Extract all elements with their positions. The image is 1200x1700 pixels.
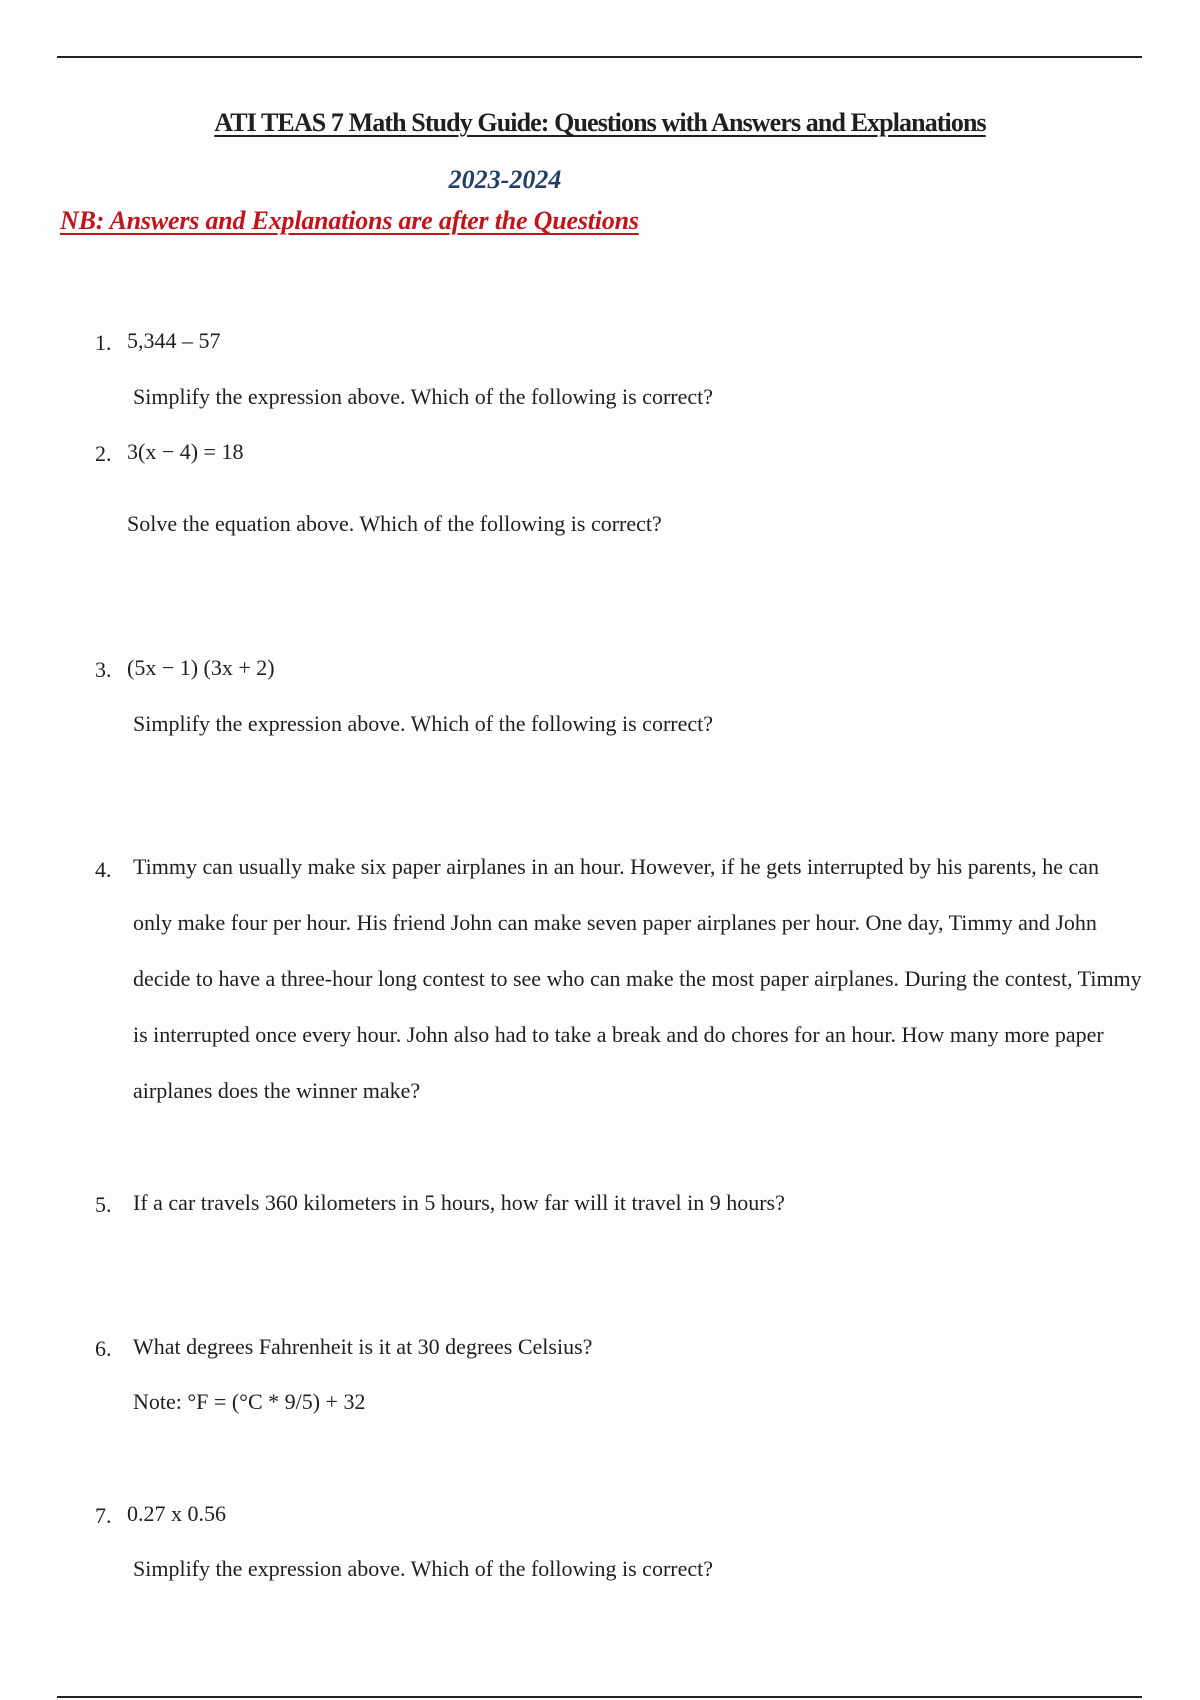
bottom-rule	[57, 1696, 1142, 1698]
question-3-instruction: Simplify the expression above. Which of the following is correct?	[133, 711, 714, 736]
question-1-instruction: Simplify the expression above. Which of the following is correct?	[133, 384, 714, 409]
question-2-instruction: Solve the equation above. Which of the following is correct?	[127, 511, 662, 536]
question-1-number: 1.	[95, 330, 112, 355]
question-3-number: 3.	[95, 657, 112, 682]
question-6-number: 6.	[95, 1336, 112, 1361]
question-5-text: If a car travels 360 kilometers in 5 hours, how far will it travel in 9 hours?	[133, 1190, 785, 1215]
question-6-text: What degrees Fahrenheit is it at 30 degrees Celsius?	[133, 1334, 593, 1359]
question-7-number: 7.	[95, 1503, 112, 1528]
question-5-number: 5.	[95, 1192, 112, 1217]
question-2-expression: 3(x − 4) = 18	[127, 439, 244, 464]
top-rule	[57, 56, 1142, 58]
question-4-text: Timmy can usually make six paper airplanes in an hour. However, if he gets interrupted by his parents, he can only make four per hour. His friend John can make seven paper airplanes per hour. One day, Timmy and John decide to have a three-hour long contest to see who can make the most paper airplanes. During the contest, Timmy is interrupted once every hour. John also had to take a break and do chores for an hour. How many more paper airplanes does the winner make?	[133, 854, 1142, 1103]
answers-note: NB: Answers and Explanations are after the Questions	[60, 206, 639, 235]
document-title: ATI TEAS 7 Math Study Guide: Questions with Answers and Explanations	[214, 108, 986, 137]
question-7-instruction: Simplify the expression above. Which of the following is correct?	[133, 1556, 714, 1581]
question-1-expression: 5,344 – 57	[127, 328, 221, 353]
question-4-number: 4.	[95, 857, 112, 882]
question-7-expression: 0.27 x 0.56	[127, 1501, 226, 1526]
question-6-note: Note: °F = (°C * 9/5) + 32	[133, 1389, 366, 1414]
question-3-expression: (5x − 1) (3x + 2)	[127, 655, 275, 680]
document-year: 2023-2024	[448, 165, 562, 194]
question-2-number: 2.	[95, 441, 112, 466]
